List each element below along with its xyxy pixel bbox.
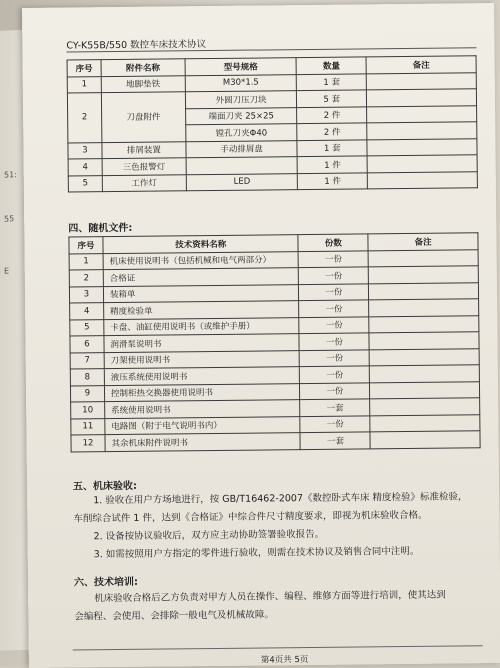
document-qty: 一份 [299,316,369,333]
document-qty: 一份 [299,300,369,317]
document-qty: 一份 [300,382,370,399]
row-number: 3 [69,286,103,303]
item-spec: 手动排屑盘 [186,140,298,158]
paragraph: 机床验收合格后乙方负责对甲方人员在操作、编程、维修方面等进行培训，使其达到 [94,589,446,605]
document-remark [370,365,480,383]
document-remark [369,299,479,317]
row-number: 3 [68,142,102,159]
row-number: 9 [70,385,104,402]
document-qty: 一份 [300,349,370,366]
column-header: 技术资料名称 [103,235,299,254]
item-spec: 镗孔刀夹Φ40 [185,124,297,142]
document-qty: 一份 [299,267,369,284]
column-header: 份数 [298,234,368,251]
accessories-table [67,55,478,192]
document-name: 润滑泵说明书 [104,334,300,353]
paragraph: 1. 验收在用户方场地进行，按 GB/T16462-2007《数控卧式车床 精度检验》标准检验， [93,491,468,507]
column-header: 序号 [69,237,103,254]
table-row [68,171,477,192]
item-name: 地脚垫铁 [101,75,185,92]
item-spec: M30*1.5 [185,74,297,92]
document-remark [370,414,480,432]
document-name: 其余机床附件说明书 [105,433,301,452]
item-spec: LED [186,173,298,191]
document-qty: 一份 [299,333,369,350]
document-qty: 一份 [299,283,369,300]
row-number: 5 [68,175,102,192]
row-number: 2 [67,93,101,143]
item-qty: 2 件 [297,123,367,140]
row-number: 8 [70,369,104,386]
column-header: 备注 [366,56,476,74]
document-name: 卡盘、油缸使用说明书（或维护手册） [104,317,300,336]
document-remark [370,431,480,449]
item-qty: 1 套 [297,139,367,156]
item-spec [186,157,298,175]
column-header: 备注 [368,233,478,251]
row-number: 4 [70,303,104,320]
item-remark [367,138,477,156]
document-qty: 一份 [299,250,369,267]
column-header: 数量 [296,57,366,74]
item-name: 三色报警灯 [102,158,186,175]
item-qty: 1 套 [297,73,367,90]
paragraph: 车削综合试件 1 件，达到《合格证》中综合件尺寸精度要求，即视为机床验收合格。 [73,509,428,525]
item-remark [367,122,477,140]
row-number: 1 [69,253,103,270]
document-remark [370,398,480,416]
document-qty: 一份 [300,415,370,432]
item-name: 刀盘附件 [101,92,185,142]
document-remark [369,266,479,284]
item-qty: 2 件 [297,106,367,123]
document-remark [369,282,479,300]
item-remark [368,171,478,189]
page-header: CY-K55B/550 数控车床技术协议 [66,39,207,52]
document-remark [369,348,479,366]
row-number: 12 [71,435,105,452]
document-name: 装箱单 [103,284,299,303]
row-number: 4 [68,159,102,176]
documents-table [68,232,480,452]
item-remark [367,105,477,123]
item-remark [367,155,477,173]
document-name: 精度检验单 [104,301,300,320]
margin-mark: 55 [4,214,15,224]
row-number: 6 [70,336,104,353]
column-header: 序号 [67,60,101,77]
item-qty: 1 件 [298,172,368,189]
item-remark [366,72,476,90]
document-qty: 一份 [300,366,370,383]
document-name: 液压系统使用说明书 [104,367,300,386]
document-name: 系统使用说明书 [105,400,301,419]
section-heading: 五、机床验收: [72,480,138,493]
table-row [71,431,480,452]
paragraph: 2. 设备按协议验收后，双方应主动协助签署验收报告。 [93,528,325,543]
column-header: 型号规格 [185,58,297,76]
row-number: 1 [67,76,101,93]
document-remark [370,381,480,399]
paragraph: 3. 如需按照用户方指定的零件进行验收，则需在技术协议及销售合同中注明。 [93,545,420,561]
item-name: 工作灯 [102,174,186,191]
document-qty: 一套 [300,399,370,416]
item-qty: 5 套 [297,90,367,107]
row-number: 2 [69,270,103,287]
row-number: 7 [70,352,104,369]
item-name: 排屑装置 [102,141,186,158]
document-remark [369,332,479,350]
document-name: 控制柜热交换器使用说明书 [104,383,300,402]
section-heading: 四、随机文件: [68,222,133,235]
document-page [22,3,500,668]
paragraph: 会编程、会使用、会排除一般电气及机械故障。 [74,609,274,623]
document-name: 刀架使用说明书 [104,350,300,369]
margin-mark: E [4,266,10,276]
document-name: 机床使用说明书（包括机械和电气两部分） [103,251,299,270]
footer-divider [73,645,483,650]
row-number: 11 [71,418,105,435]
document-remark [369,315,479,333]
item-remark [367,89,477,107]
margin-mark: 51: [4,170,17,180]
section-heading: 六、技术培训: [73,576,139,589]
item-spec: 外圆刀压刀块 [185,91,297,109]
document-name: 合格证 [103,268,299,287]
document-qty: 一套 [300,432,370,449]
page-number: 第4页共 5页 [260,655,309,666]
row-number: 10 [71,402,105,419]
item-spec: 端面刀夹 25×25 [185,107,297,125]
document-remark [368,249,478,267]
column-header: 附件名称 [101,59,185,76]
row-number: 5 [70,319,104,336]
item-qty: 1 件 [298,156,368,173]
document-name: 电路图（附于电气说明书内） [105,416,301,435]
